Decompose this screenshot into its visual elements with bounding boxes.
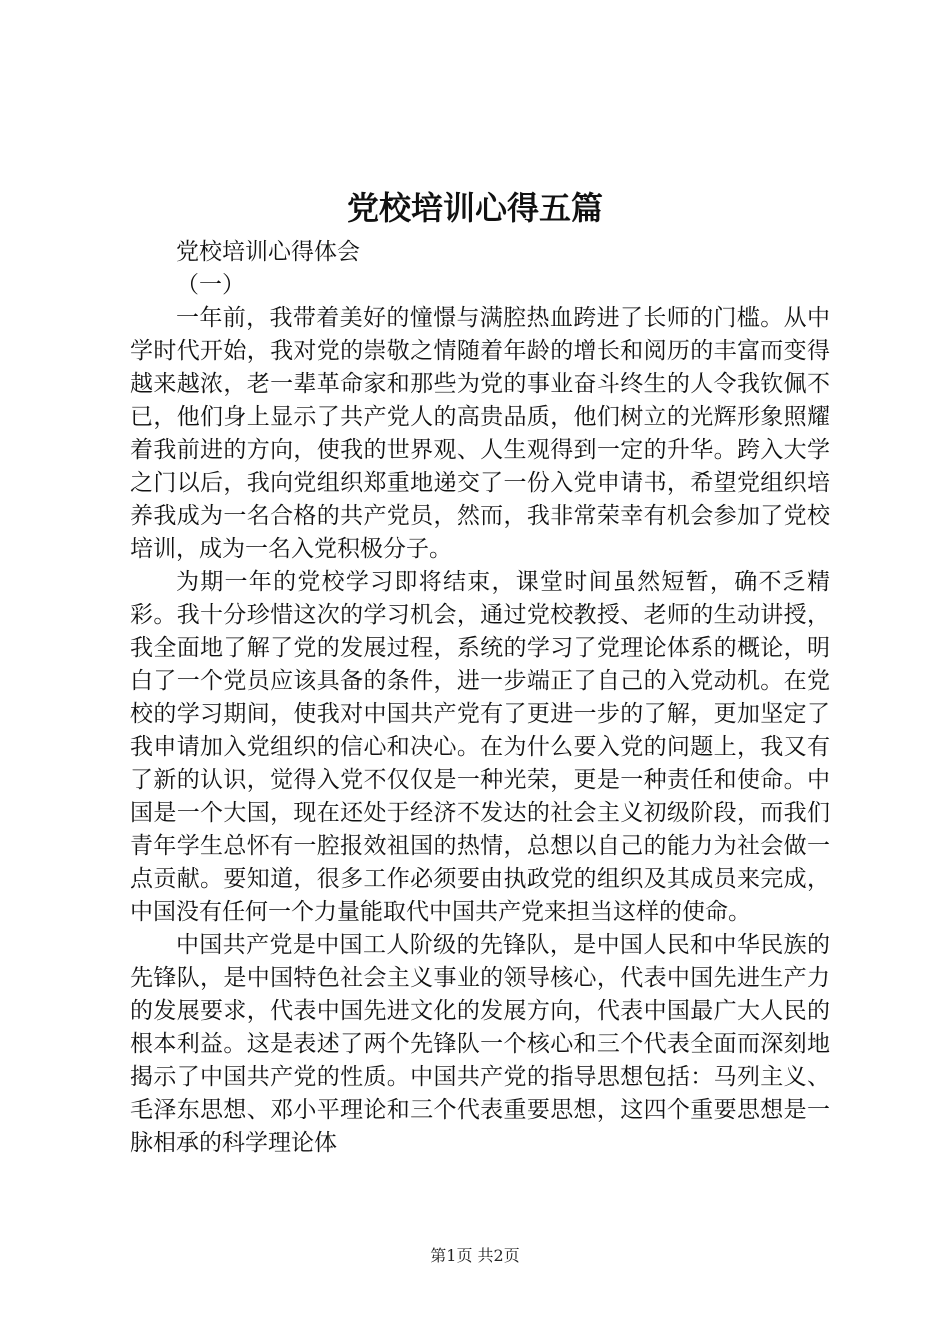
document-subtitle: 党校培训心得体会 bbox=[176, 239, 360, 265]
page-footer: 第1页 共2页 bbox=[430, 1246, 520, 1265]
document-title: 党校培训心得五篇 bbox=[346, 189, 603, 227]
section-number: （一） bbox=[176, 272, 245, 298]
paragraph: 一年前，我带着美好的憧憬与满腔热血跨进了长师的门槛。从中学时代开始，我对党的崇敬之情随着年龄的增长和阅历的丰富而变得越来越浓，老一辈革命家和那些为党的事业奋斗终生的人令我钦佩不已，他们身上显示了共产党人的高贵品质，他们树立的光辉形象照耀着我前进的方向，使我的世界观、人生观得到一定的升华。跨入大学之门以后，我向党组织郑重地递交了一份入党申请书，希望党组织培养我成为一名合格的共产党员，然而，我非常荣幸有机会参加了党校培训，成为一名入党积极分子。 bbox=[130, 305, 830, 562]
paragraph: 为期一年的党校学习即将结束，课堂时间虽然短暂，确不乏精彩。我十分珍惜这次的学习机会，通过党校教授、老师的生动讲授，我全面地了解了党的发展过程，系统的学习了党理论体系的概论，明白了一个党员应该具备的条件，进一步端正了自己的入党动机。在党校的学习期间，使我对中国共产党有了更进一步的了解，更加坚定了我申请加入党组织的信心和决心。在为什么要入党的问题上，我又有了新的认识，觉得入党不仅仅是一种光荣，更是一种责任和使命。中国是一个大国，现在还处于经济不发达的社会主义初级阶段，而我们青年学生总怀有一腔报效祖国的热情，总想以自己的能力为社会做一点贡献。要知道，很多工作必须要由执政党的组织及其成员来完成，中国没有任何一个力量能取代中国共产党来担当这样的使命。 bbox=[130, 569, 830, 925]
document-body bbox=[130, 236, 830, 1160]
paragraph: 中国共产党是中国工人阶级的先锋队，是中国人民和中华民族的先锋队，是中国特色社会主义事业的领导核心，代表中国先进生产力的发展要求，代表中国先进文化的发展方向，代表中国最广大人民的根本利益。这是表述了两个先锋队一个核心和三个代表全面而深刻地揭示了中国共产党的性质。中国共产党的指导思想包括：马列主义、毛泽东思想、邓小平理论和三个代表重要思想，这四个重要思想是一脉相承的科学理论体 bbox=[130, 932, 830, 1156]
